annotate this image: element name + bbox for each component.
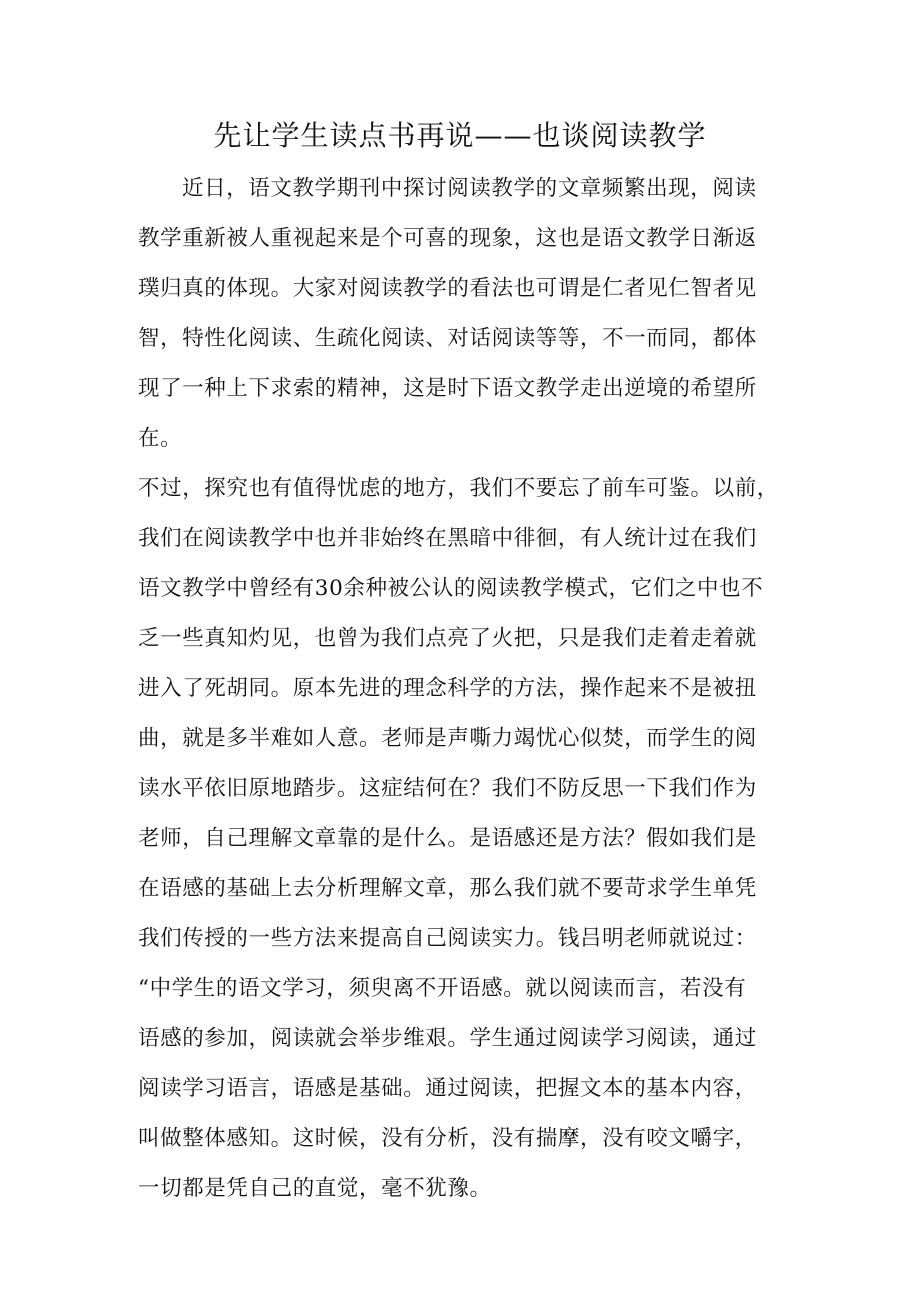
text-line: 我们在阅读教学中也并非始终在黑暗中徘徊，有人统计过在我们 [138, 526, 757, 551]
text-line: 一切都是凭自己的直觉，毫不犹豫。 [138, 1176, 492, 1201]
text-line: 曲，就是多半难如人意。老师是声嘶力竭忧心似焚，而学生的阅 [138, 726, 757, 751]
text-line: 在。 [138, 426, 183, 451]
paragraph-1 [138, 164, 784, 464]
text-line: 现了一种上下求索的精神，这是时下语文教学走出逆境的希望所 [138, 376, 757, 401]
document-title: 先让学生读点书再说——也谈阅读教学 [213, 119, 707, 152]
text-line: 语文教学中曾经有30余种被公认的阅读教学模式，它们之中也不 [138, 576, 764, 601]
text-line: 我们传授的一些方法来提高自己阅读实力。钱吕明老师就说过： [138, 926, 757, 951]
text-line: 智，特性化阅读、生疏化阅读、对话阅读等等，不一而同，都体 [138, 326, 757, 351]
text-line: 老师，自己理解文章靠的是什么。是语感还是方法？假如我们是 [138, 826, 757, 851]
paragraph-2 [138, 464, 784, 1214]
text-line: 在语感的基础上去分析理解文章，那么我们就不要苛求学生单凭 [138, 876, 757, 901]
text-line: 进入了死胡同。原本先进的理念科学的方法，操作起来不是被扭 [138, 676, 757, 701]
document-body [138, 164, 784, 1214]
text-line: 教学重新被人重视起来是个可喜的现象，这也是语文教学日渐返 [138, 226, 757, 251]
text-line: 璞归真的体现。大家对阅读教学的看法也可谓是仁者见仁智者见 [138, 276, 757, 301]
text-line: 阅读学习语言，语感是基础。通过阅读，把握文本的基本内容， [138, 1076, 757, 1101]
text-line: 读水平依旧原地踏步。这症结何在？我们不防反思一下我们作为 [138, 776, 757, 801]
text-line: 语感的参加，阅读就会举步维艰。学生通过阅读学习阅读，通过 [138, 1026, 757, 1051]
text-line: 叫做整体感知。这时候，没有分析，没有揣摩，没有咬文嚼字， [138, 1126, 757, 1151]
text-line: 近日，语文教学期刊中探讨阅读教学的文章频繁出现，阅读 [182, 176, 757, 201]
text-line: 不过，探究也有值得忧虑的地方，我们不要忘了前车可鉴。以前， [138, 476, 779, 501]
text-line: “中学生的语文学习，须臾离不开语感。就以阅读而言，若没有 [138, 976, 747, 1001]
text-line: 乏一些真知灼见，也曾为我们点亮了火把，只是我们走着走着就 [138, 626, 757, 651]
